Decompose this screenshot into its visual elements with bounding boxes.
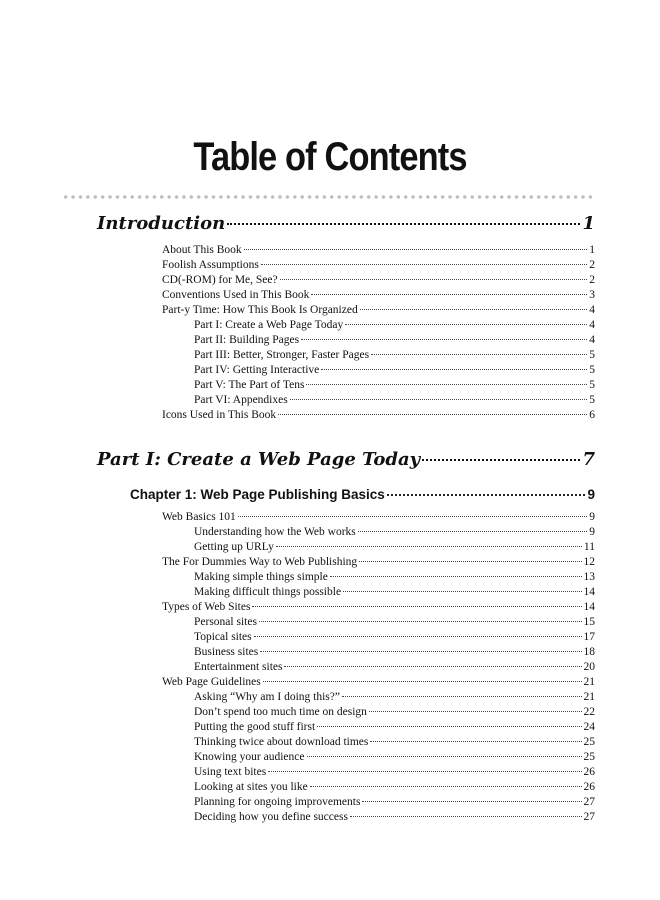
toc-entry-l1[interactable] [162, 556, 595, 568]
dot-leader [345, 324, 587, 325]
toc-entry-page-number: 25 [583, 736, 595, 748]
toc-entry-l1[interactable] [162, 274, 595, 286]
toc-entry-page-number: 21 [583, 676, 595, 688]
toc-entry-page-number: 5 [589, 394, 595, 406]
dot-leader [306, 384, 587, 385]
toc-entry-l1[interactable] [162, 304, 595, 316]
toc-entry-page-number: 9 [589, 526, 595, 538]
dot-leader [342, 696, 582, 697]
toc-entry-page-number: 4 [589, 319, 595, 331]
toc-entry-l2[interactable] [194, 646, 595, 658]
dot-leader [321, 369, 587, 370]
toc-entry-title: Part II: Building Pages [194, 334, 300, 346]
toc-entry-title: Types of Web Sites [162, 601, 251, 613]
dot-leader [261, 264, 587, 265]
toc-entry-title: Entertainment sites [194, 661, 283, 673]
dot-leader [238, 516, 587, 517]
toc-entry-title: Part III: Better, Stronger, Faster Pages [194, 349, 370, 361]
toc-entry-page-number: 3 [589, 289, 595, 301]
toc-entry-page-number: 2 [589, 259, 595, 271]
toc-entry-page-number: 9 [589, 511, 595, 523]
toc-entry-l2[interactable] [194, 364, 595, 376]
toc-entry-title: Deciding how you define success [194, 811, 348, 823]
toc-entry-l1[interactable] [162, 259, 595, 271]
toc-entry-title: Asking “Why am I doing this?” [194, 691, 340, 703]
toc-entry-page-number: 11 [583, 541, 595, 553]
dot-leader [369, 711, 582, 712]
toc-entry-page-number: 20 [583, 661, 595, 673]
toc-entry-l1[interactable] [162, 409, 595, 421]
toc-entry-page-number: 26 [583, 781, 595, 793]
toc-entry-l2[interactable] [194, 766, 595, 778]
toc-entry-page-number: 14 [583, 601, 595, 613]
toc-entry-page-number: 1 [582, 213, 595, 234]
toc-entry-l2[interactable] [194, 394, 595, 406]
toc-entry-l2[interactable] [194, 751, 595, 763]
dot-leader [422, 459, 580, 461]
dotted-divider [62, 195, 596, 199]
toc-entry-title: Part I: Create a Web Page Today [194, 319, 344, 331]
dot-leader [252, 606, 581, 607]
dot-leader [259, 621, 582, 622]
toc-entry-title: Web Page Guidelines [162, 676, 261, 688]
dot-leader [263, 681, 582, 682]
toc-entry-l2[interactable] [194, 736, 595, 748]
dot-leader [371, 354, 587, 355]
toc-entry-l2[interactable] [194, 796, 595, 808]
toc-entry-l2[interactable] [194, 319, 595, 331]
dot-leader [387, 494, 586, 496]
dot-leader [370, 741, 581, 742]
toc-entry-title: Part-y Time: How This Book Is Organized [162, 304, 358, 316]
dot-leader [330, 576, 582, 577]
toc-entry-l2[interactable] [194, 781, 595, 793]
toc-entry-title: Getting up URLy [194, 541, 274, 553]
toc-entry-page-number: 21 [583, 691, 595, 703]
dot-leader [254, 636, 582, 637]
toc-entry-title: Foolish Assumptions [162, 259, 259, 271]
dot-leader [362, 801, 581, 802]
toc-entry-l2[interactable] [194, 349, 595, 361]
toc-entry-l2[interactable] [194, 811, 595, 823]
dot-leader [311, 294, 587, 295]
toc-entry-l2[interactable] [194, 526, 595, 538]
toc-entry-page-number: 27 [583, 811, 595, 823]
toc-entry-l2[interactable] [194, 691, 595, 703]
toc-entry-page-number: 15 [583, 616, 595, 628]
toc-entry-title: Thinking twice about download times [194, 736, 369, 748]
dot-leader [358, 531, 587, 532]
toc-entry-l2[interactable] [194, 334, 595, 346]
toc-entry-l2[interactable] [194, 721, 595, 733]
toc-entry-l2[interactable] [194, 379, 595, 391]
toc-entry-part[interactable] [97, 449, 595, 470]
dot-leader [276, 546, 582, 547]
toc-entry-title: Making simple things simple [194, 571, 328, 583]
dot-leader [280, 279, 588, 280]
toc-entry-l1[interactable] [162, 511, 595, 523]
toc-entry-title: Understanding how the Web works [194, 526, 356, 538]
toc-entry-l2[interactable] [194, 616, 595, 628]
toc-entry-l2[interactable] [194, 586, 595, 598]
dot-leader [350, 816, 582, 817]
toc-entry-l1[interactable] [162, 244, 595, 256]
toc-entry-chapter[interactable] [130, 487, 595, 502]
toc-entry-l2[interactable] [194, 706, 595, 718]
toc-entry-title: Personal sites [194, 616, 257, 628]
toc-entry-page-number: 12 [583, 556, 595, 568]
toc-entry-page-number: 14 [583, 586, 595, 598]
toc-entry-page-number: 4 [589, 334, 595, 346]
toc-entry-page-number: 6 [589, 409, 595, 421]
dot-leader [268, 771, 581, 772]
dot-leader [260, 651, 581, 652]
dot-leader [278, 414, 587, 415]
toc-entry-title: Knowing your audience [194, 751, 305, 763]
toc-entry-page-number: 25 [583, 751, 595, 763]
toc-entry-title: Putting the good stuff first [194, 721, 316, 733]
toc-entry-l2[interactable] [194, 541, 595, 553]
toc-entry-title: Using text bites [194, 766, 267, 778]
toc-entry-page-number: 24 [583, 721, 595, 733]
toc-entry-page-number: 18 [583, 646, 595, 658]
toc-entry-page-number: 5 [589, 379, 595, 391]
toc-entry-page-number: 26 [583, 766, 595, 778]
toc-entry-page-number: 22 [583, 706, 595, 718]
toc-entry-page-number: 2 [589, 274, 595, 286]
page-title: Table of Contents [193, 135, 467, 179]
toc-entry-title: Part IV: Getting Interactive [194, 364, 320, 376]
toc-entry-title: CD(-ROM) for Me, See? [162, 274, 278, 286]
toc-entry-title: Topical sites [194, 631, 252, 643]
dot-leader [307, 756, 582, 757]
toc-entry-title: Chapter 1: Web Page Publishing Basics [130, 487, 385, 502]
toc-entry-page-number: 5 [589, 349, 595, 361]
toc-entry-page-number: 17 [583, 631, 595, 643]
toc-entry-page-number: 7 [582, 449, 595, 470]
toc-entry-title: Business sites [194, 646, 259, 658]
toc-entry-title: Part V: The Part of Tens [194, 379, 305, 391]
toc-entry-page-number: 27 [583, 796, 595, 808]
dot-leader [310, 786, 582, 787]
dot-leader [227, 223, 580, 225]
toc-entry-title: Web Basics 101 [162, 511, 236, 523]
toc-entry-l2[interactable] [194, 571, 595, 583]
dot-leader [244, 249, 588, 250]
dot-leader [359, 561, 581, 562]
dot-leader [290, 399, 588, 400]
toc-entry-l2[interactable] [194, 631, 595, 643]
toc-entry-title: Making difficult things possible [194, 586, 342, 598]
toc-entry-title: Part I: Create a Web Page Today [97, 449, 421, 470]
toc-entry-title: Icons Used in This Book [162, 409, 277, 421]
dot-leader [301, 339, 587, 340]
toc-entry-title: Part VI: Appendixes [194, 394, 288, 406]
toc-entry-l1[interactable] [162, 289, 595, 301]
toc-entry-page-number: 5 [589, 364, 595, 376]
toc-entry-part[interactable] [97, 213, 595, 234]
toc-entry-page-number: 4 [589, 304, 595, 316]
toc-entry-page-number: 9 [587, 487, 595, 502]
toc-entry-title: About This Book [162, 244, 242, 256]
dot-leader [343, 591, 581, 592]
dot-leader [317, 726, 581, 727]
toc-entry-page-number: 13 [583, 571, 595, 583]
toc-entry-title: The For Dummies Way to Web Publishing [162, 556, 358, 568]
toc-entry-page-number: 1 [589, 244, 595, 256]
dot-leader [284, 666, 581, 667]
toc-entry-title: Planning for ongoing improvements [194, 796, 361, 808]
dot-leader [360, 309, 588, 310]
toc-entry-l1[interactable] [162, 601, 595, 613]
toc-entry-l1[interactable] [162, 676, 595, 688]
toc-entry-l2[interactable] [194, 661, 595, 673]
toc-entry-title: Don’t spend too much time on design [194, 706, 367, 718]
toc-entry-title: Conventions Used in This Book [162, 289, 310, 301]
toc-entry-title: Looking at sites you like [194, 781, 308, 793]
toc-entry-title: Introduction [97, 213, 226, 234]
